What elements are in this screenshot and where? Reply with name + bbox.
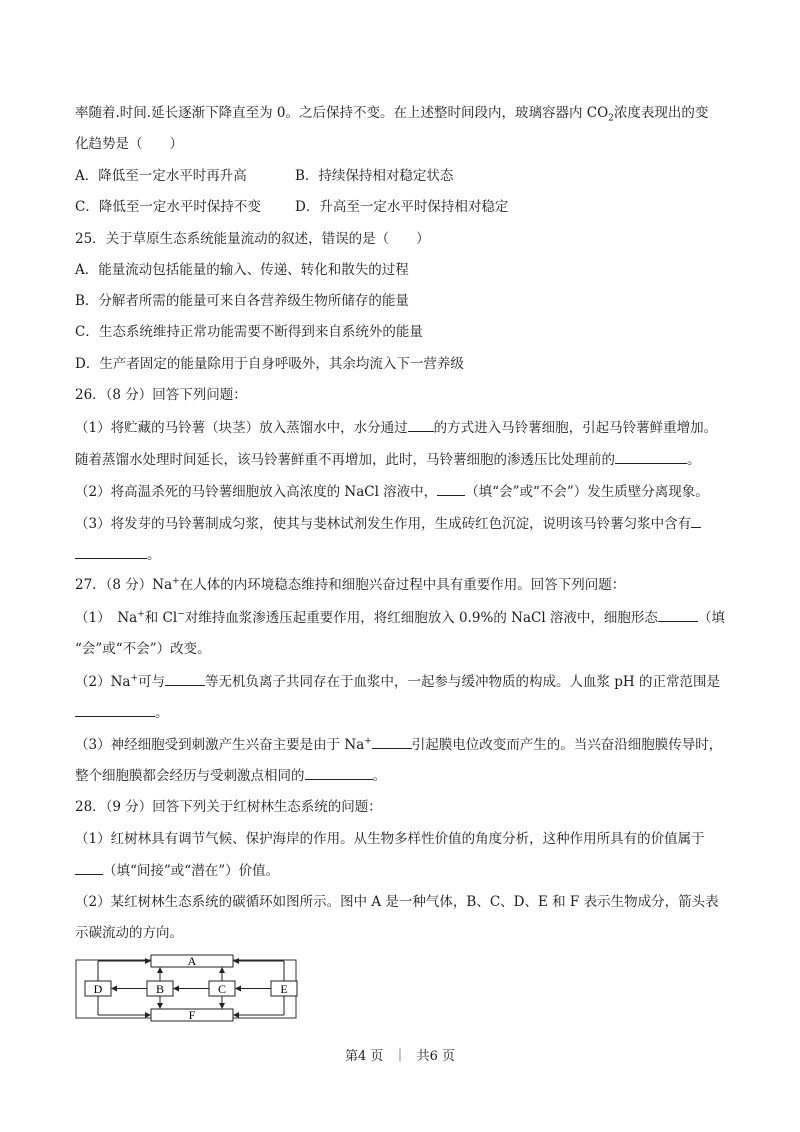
answer-blank[interactable] [691,514,701,528]
co2-subscript: 2 [608,113,614,124]
q28-part2-line2: 示碳流动的方向。 [75,925,183,941]
q26-p1-c: 随着蒸馏水处理时间延长，该马铃薯鲜重不再增加，此时，马铃薯细胞的渗透压比处理前的 [75,452,615,468]
q25-stem: 25．关于草原生态系统能量流动的叙述，错误的是（ ） [75,231,430,247]
q26-p3-b: 。 [147,547,161,563]
q24-line1 [75,104,708,122]
answer-blank[interactable] [165,672,205,686]
answer-blank[interactable] [75,703,155,717]
q25-option-b: B．分解者所需的能量可来自各营养级生物所储存的能量 [75,293,409,309]
q26-part1-line2 [75,450,701,469]
q27-p3-b: 引起膜电位改变而产生的。当兴奋沿细胞膜传导时， [411,737,723,753]
q25-option-c: C．生态系统维持正常功能需要不断得到来自系统外的能量 [75,324,423,340]
q27-p1-a: （1） Na [75,610,138,626]
q25-option-d: D．生产者固定的能量除用于自身呼吸外，其余均流入下一营养级 [75,356,464,372]
q26-p3-a: （3）将发芽的马铃薯制成匀浆，使其与斐林试剂发生作用，生成砖红色沉淀，说明该马铃薯匀浆中含有 [75,516,692,532]
q26-stem: 26．（8 分）回答下列问题： [75,387,247,403]
q24-option-c: C．降低至一定水平时保持不变 [75,199,261,215]
q27-part1-line2: “会”或“不会”）改变。 [75,641,211,657]
q27-p3-d: 。 [372,768,386,784]
q26-p1-b: 的方式进入马铃薯细胞，引起马铃薯鲜重增加。 [433,420,718,436]
q28-part2-line1: （2）某红树林生态系统的碳循环如图所示。图中 A 是一种气体，B、C、D、E 和 F 表示生物成分，箭头表 [75,894,719,910]
node-f-label: F [188,1008,196,1022]
q26-part1-line1 [75,418,717,437]
q24-text-a: 率随着.时间.延长逐渐下降直至为 0。之后保持不变。在上述整时间段内，玻璃容器内 CO [75,105,609,121]
q27-part1-line1 [75,608,725,627]
q26-p2-b: （填“会”或“不会”）发生质壁分离现象。 [465,484,709,500]
page-footer [0,1048,800,1066]
q27-stem-a: 27．（8 分）Na [75,577,173,593]
q27-part3-line1 [75,735,722,754]
q26-p2-a: （2）将高温杀死的马铃薯细胞放入高浓度的 NaCl 溶液中， [75,484,438,500]
answer-blank[interactable] [408,418,434,432]
q27-p1-d: （填 [697,610,725,626]
q27-part3-line2 [75,766,386,785]
q26-p1-d: 。 [687,452,701,468]
q27-p2-d: 。 [155,705,169,721]
q28-stem: 28．（9 分）回答下列关于红树林生态系统的问题： [75,799,382,815]
node-a-label: A [187,954,197,968]
q28-part1-line2 [75,861,279,880]
q25-option-a: A．能量流动包括能量的输入、传递、转化和散失的过程 [75,262,409,278]
q24-option-b: B．持续保持相对稳定状态 [295,168,454,184]
q27-p2-c: 等无机负离子共同存在于血浆中，一起参与缓冲物质的构成。人血浆 pH 的正常范围是 [205,674,720,690]
q24-option-d: D．升高至一定水平时保持相对稳定 [295,199,509,215]
answer-blank[interactable] [75,545,147,559]
superscript: + [172,576,180,587]
q27-p1-b: 和 Cl [144,610,178,626]
superscript: − [177,609,185,620]
footer-separator: ｜ [393,1049,407,1064]
superscript: + [130,673,138,684]
node-e-label: E [280,982,288,996]
q26-part3-line2 [75,545,161,564]
answer-blank[interactable] [658,608,698,622]
footer-current-page: 第4 页 [344,1049,384,1064]
q27-p3-a: （3）神经细胞受到刺激产生兴奋主要是由于 Na [75,737,365,753]
q24-text-b: 浓度表现出的变 [613,105,709,121]
q27-p2-a: （2）Na [75,674,131,690]
q27-part2-line1 [75,672,720,691]
carbon-cycle-diagram [75,954,301,1024]
q26-part2 [75,482,709,501]
q27-p1-c: 对维持血浆渗透压起重要作用，将红细胞放入 0.9%的 NaCl 溶液中，细胞形态 [184,610,658,626]
q28-p1-b: （填“间接”或“潜在”）价值。 [103,863,280,879]
q27-p3-c: 整个细胞膜都会经历与受刺激点相同的 [75,768,305,784]
q24-options-ab [75,167,247,185]
node-b-label: B [155,982,165,996]
answer-blank[interactable] [305,766,373,780]
footer-total-pages: 共6 页 [416,1049,456,1064]
q27-stem-b: 在人体的内环境稳态维持和细胞兴奋过程中具有重要作用。回答下列问题： [179,577,626,593]
answer-blank[interactable] [75,861,103,875]
node-d-label: D [93,982,103,996]
q26-p1-a: （1）将贮藏的马铃薯（块茎）放入蒸馏水中，水分通过 [75,420,408,436]
q27-part2-line2 [75,703,169,722]
q27-stem [75,576,625,594]
superscript: + [137,609,145,620]
superscript: + [364,736,372,747]
answer-blank[interactable] [437,482,465,496]
q24-option-a: A．降低至一定水平时再升高 [75,168,247,184]
node-c-label: C [217,982,227,996]
answer-blank[interactable] [615,450,687,464]
answer-blank[interactable] [372,735,412,749]
q26-part3-line1 [75,514,701,533]
q24-line2: 化趋势是（ ） [75,136,183,152]
q28-part1-line1: （1）红树林具有调节气候、保护海岸的作用。从生物多样性价值的角度分析，这种作用所具有的价值属于 [75,831,705,847]
q27-p2-b: 可与 [138,674,165,690]
